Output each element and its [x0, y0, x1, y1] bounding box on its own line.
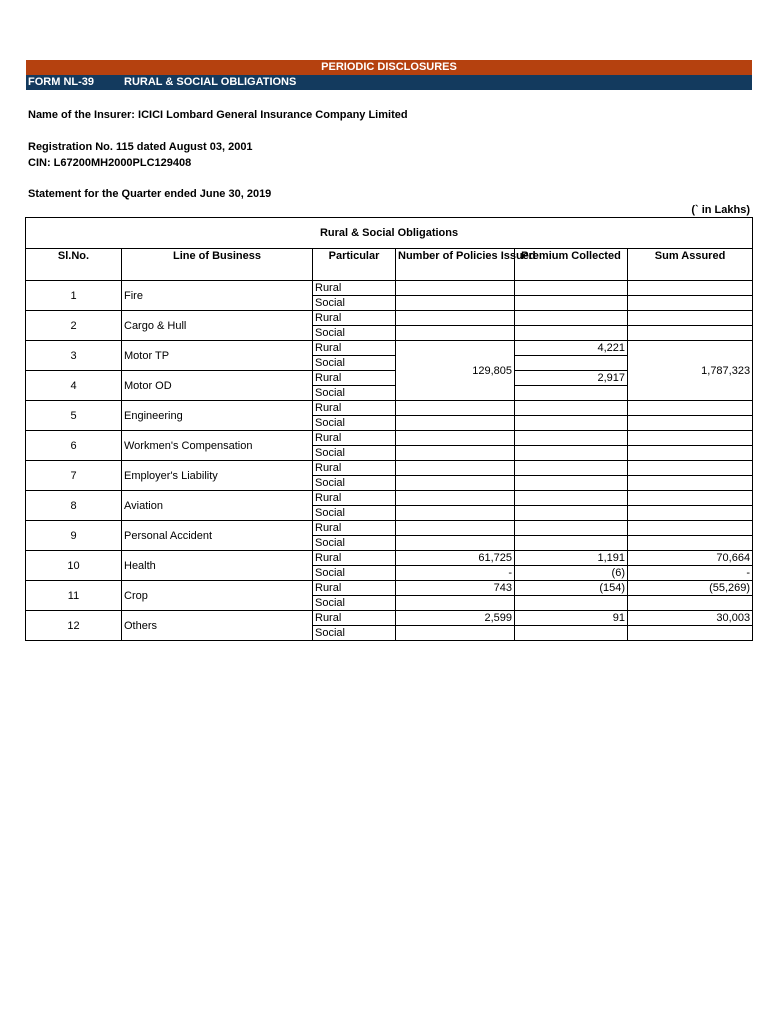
policies-rural-cell	[396, 431, 515, 446]
periodic-disclosures-banner	[26, 60, 752, 75]
policies-social-cell	[396, 626, 515, 641]
particular-rural-cell: Rural	[313, 491, 396, 506]
sum-assured-rural-cell: 70,664	[628, 551, 753, 566]
form-title: RURAL & SOCIAL OBLIGATIONS	[124, 76, 297, 88]
sum-assured-rural-cell	[628, 281, 753, 296]
particular-rural-cell: Rural	[313, 371, 396, 386]
sum-assured-rural-cell	[628, 401, 753, 416]
statement-period: Statement for the Quarter ended June 30, 2019	[28, 188, 272, 200]
header-particular: Particular	[313, 249, 396, 281]
policies-motor-combined-cell: 129,805	[396, 341, 515, 401]
banner-text: PERIODIC DISCLOSURES	[321, 61, 457, 73]
table-row	[26, 461, 753, 476]
sl-no-cell: 4	[26, 371, 122, 401]
line-of-business-cell: Fire	[122, 281, 313, 311]
particular-social-cell: Social	[313, 446, 396, 461]
particular-social-cell: Social	[313, 536, 396, 551]
form-title-bar	[26, 75, 752, 90]
sum-assured-social-cell	[628, 446, 753, 461]
premium-social-cell	[515, 296, 628, 311]
sum-assured-social-cell	[628, 596, 753, 611]
sl-no-cell: 3	[26, 341, 122, 371]
particular-social-cell: Social	[313, 356, 396, 371]
header-number-of-policies: Number of Policies Issued	[396, 249, 515, 281]
sl-no-cell: 12	[26, 611, 122, 641]
policies-social-cell	[396, 296, 515, 311]
particular-social-cell: Social	[313, 326, 396, 341]
premium-rural-cell: 2,917	[515, 371, 628, 386]
policies-social-cell	[396, 596, 515, 611]
premium-rural-cell	[515, 281, 628, 296]
premium-rural-cell: 4,221	[515, 341, 628, 356]
policies-social-cell: -	[396, 566, 515, 581]
table-row	[26, 401, 753, 416]
sum-assured-rural-cell	[628, 461, 753, 476]
sum-assured-rural-cell	[628, 491, 753, 506]
policies-social-cell	[396, 536, 515, 551]
particular-social-cell: Social	[313, 296, 396, 311]
table-row	[26, 581, 753, 596]
table-row	[26, 431, 753, 446]
particular-rural-cell: Rural	[313, 521, 396, 536]
particular-rural-cell: Rural	[313, 281, 396, 296]
premium-social-cell	[515, 596, 628, 611]
sum-assured-social-cell	[628, 506, 753, 521]
unit-label: (` in Lakhs)	[691, 204, 750, 216]
policies-rural-cell	[396, 281, 515, 296]
table-row	[26, 551, 753, 566]
policies-social-cell	[396, 416, 515, 431]
line-of-business-cell: Workmen's Compensation	[122, 431, 313, 461]
line-of-business-cell: Others	[122, 611, 313, 641]
cin-number: CIN: L67200MH2000PLC129408	[28, 157, 192, 169]
policies-social-cell	[396, 476, 515, 491]
sl-no-cell: 10	[26, 551, 122, 581]
line-of-business-cell: Health	[122, 551, 313, 581]
sum-assured-social-cell	[628, 416, 753, 431]
premium-rural-cell	[515, 461, 628, 476]
premium-social-cell	[515, 626, 628, 641]
policies-rural-cell	[396, 401, 515, 416]
particular-social-cell: Social	[313, 626, 396, 641]
line-of-business-cell: Personal Accident	[122, 521, 313, 551]
sum-assured-rural-cell	[628, 521, 753, 536]
insurer-name: Name of the Insurer: ICICI Lombard General Insurance Company Limited	[28, 109, 408, 121]
sum-assured-social-cell	[628, 296, 753, 311]
sl-no-cell: 8	[26, 491, 122, 521]
particular-rural-cell: Rural	[313, 311, 396, 326]
sum-assured-social-cell	[628, 536, 753, 551]
premium-rural-cell: 91	[515, 611, 628, 626]
table-row	[26, 611, 753, 626]
sl-no-cell: 9	[26, 521, 122, 551]
policies-rural-cell	[396, 521, 515, 536]
sl-no-cell: 1	[26, 281, 122, 311]
premium-social-cell	[515, 536, 628, 551]
header-line-of-business: Line of Business	[122, 249, 313, 281]
table-row	[26, 341, 753, 356]
line-of-business-cell: Motor OD	[122, 371, 313, 401]
particular-rural-cell: Rural	[313, 581, 396, 596]
policies-rural-cell	[396, 491, 515, 506]
line-of-business-cell: Crop	[122, 581, 313, 611]
sum-assured-social-cell: -	[628, 566, 753, 581]
particular-social-cell: Social	[313, 476, 396, 491]
sl-no-cell: 2	[26, 311, 122, 341]
table-row	[26, 491, 753, 506]
premium-social-cell	[515, 356, 628, 371]
rural-social-obligations-table	[25, 217, 753, 641]
particular-social-cell: Social	[313, 386, 396, 401]
sl-no-cell: 7	[26, 461, 122, 491]
premium-social-cell	[515, 416, 628, 431]
particular-rural-cell: Rural	[313, 341, 396, 356]
header-sl-no: Sl.No.	[26, 249, 122, 281]
table-row	[26, 521, 753, 536]
premium-rural-cell	[515, 431, 628, 446]
premium-rural-cell	[515, 311, 628, 326]
premium-rural-cell: 1,191	[515, 551, 628, 566]
particular-social-cell: Social	[313, 566, 396, 581]
table-title: Rural & Social Obligations	[26, 218, 753, 249]
particular-social-cell: Social	[313, 596, 396, 611]
sl-no-cell: 11	[26, 581, 122, 611]
particular-social-cell: Social	[313, 506, 396, 521]
particular-rural-cell: Rural	[313, 461, 396, 476]
sl-no-cell: 5	[26, 401, 122, 431]
policies-rural-cell	[396, 311, 515, 326]
sum-assured-motor-combined-cell: 1,787,323	[628, 341, 753, 401]
policies-rural-cell: 61,725	[396, 551, 515, 566]
policies-rural-cell: 743	[396, 581, 515, 596]
header-sum-assured: Sum Assured	[628, 249, 753, 281]
sum-assured-social-cell	[628, 476, 753, 491]
premium-social-cell	[515, 506, 628, 521]
sum-assured-rural-cell: (55,269)	[628, 581, 753, 596]
sum-assured-rural-cell: 30,003	[628, 611, 753, 626]
particular-rural-cell: Rural	[313, 401, 396, 416]
table-row	[26, 311, 753, 326]
premium-social-cell	[515, 386, 628, 401]
premium-social-cell: (6)	[515, 566, 628, 581]
particular-rural-cell: Rural	[313, 431, 396, 446]
premium-rural-cell	[515, 401, 628, 416]
header-premium-collected: Premium Collected	[515, 249, 628, 281]
line-of-business-cell: Cargo & Hull	[122, 311, 313, 341]
policies-social-cell	[396, 446, 515, 461]
table-header-row	[26, 249, 753, 281]
sum-assured-rural-cell	[628, 311, 753, 326]
premium-social-cell	[515, 476, 628, 491]
particular-rural-cell: Rural	[313, 611, 396, 626]
premium-social-cell	[515, 446, 628, 461]
premium-social-cell	[515, 326, 628, 341]
policies-rural-cell: 2,599	[396, 611, 515, 626]
line-of-business-cell: Engineering	[122, 401, 313, 431]
form-number: FORM NL-39	[28, 76, 94, 88]
policies-rural-cell	[396, 461, 515, 476]
sum-assured-rural-cell	[628, 431, 753, 446]
premium-rural-cell	[515, 521, 628, 536]
premium-rural-cell: (154)	[515, 581, 628, 596]
premium-rural-cell	[515, 491, 628, 506]
registration-number: Registration No. 115 dated August 03, 2001	[28, 141, 253, 153]
particular-rural-cell: Rural	[313, 551, 396, 566]
sl-no-cell: 6	[26, 431, 122, 461]
policies-social-cell	[396, 506, 515, 521]
sum-assured-social-cell	[628, 326, 753, 341]
line-of-business-cell: Employer's Liability	[122, 461, 313, 491]
particular-social-cell: Social	[313, 416, 396, 431]
line-of-business-cell: Aviation	[122, 491, 313, 521]
policies-social-cell	[396, 326, 515, 341]
line-of-business-cell: Motor TP	[122, 341, 313, 371]
table-row	[26, 281, 753, 296]
sum-assured-social-cell	[628, 626, 753, 641]
